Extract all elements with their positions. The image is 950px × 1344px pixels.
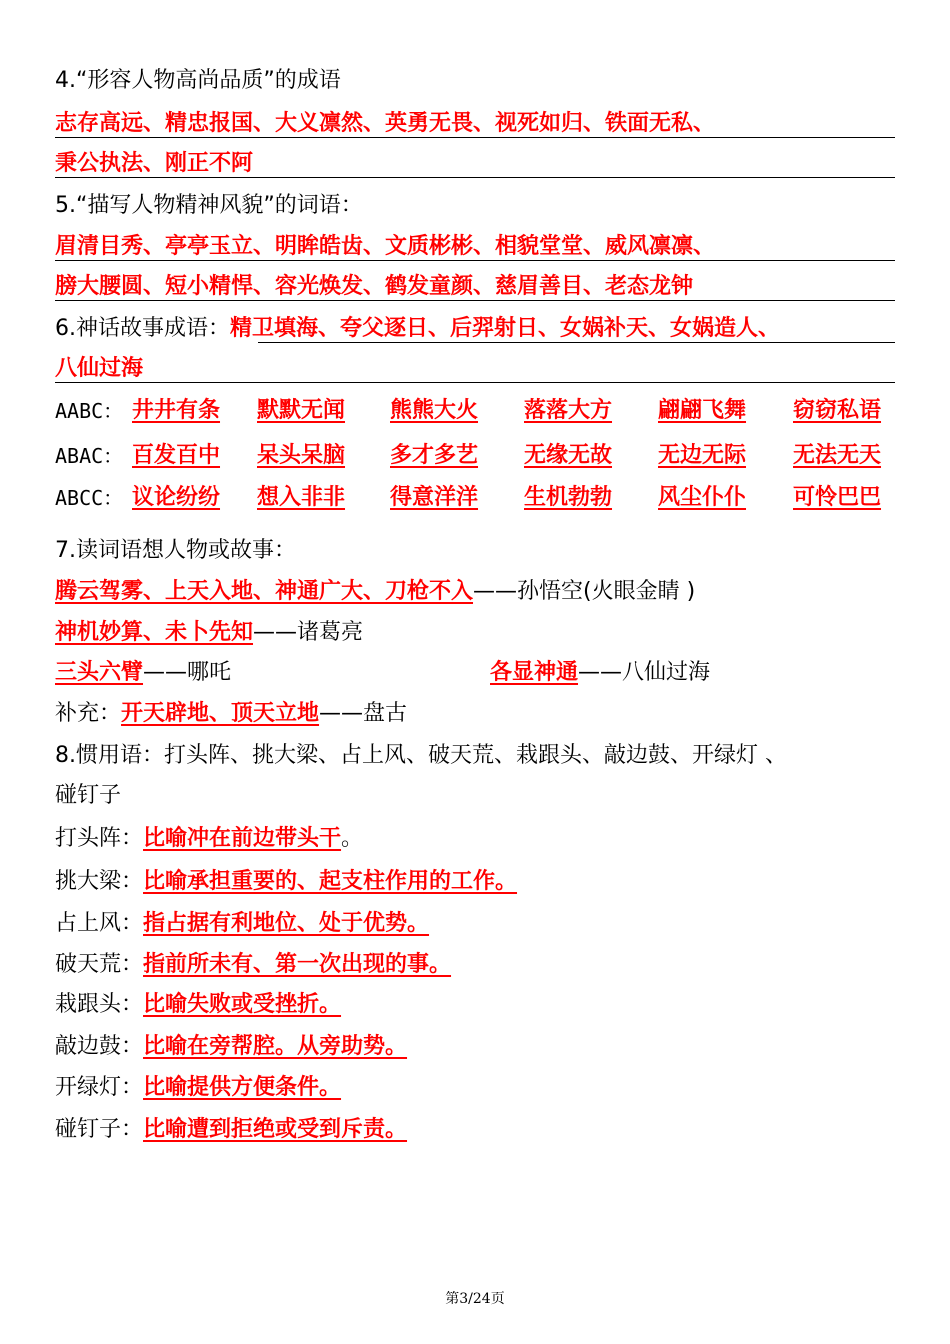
pattern-word: 议论纷纷 — [132, 485, 221, 510]
section-7-row-3a — [55, 657, 231, 689]
section-4-heading: 4.“形容人物高尚品质”的成语 — [55, 68, 341, 93]
idiom-meaning: 指前所未有、第一次出现的事。 — [143, 952, 452, 977]
idiom-meaning: 比喻在旁帮腔。从旁助势。 — [143, 1034, 408, 1059]
idiom-item — [55, 989, 341, 1021]
pattern-word: 可怜巴巴 — [793, 485, 882, 510]
pattern-word: 百发百中 — [132, 443, 221, 468]
idiom-item — [55, 1114, 407, 1146]
idiom-item — [55, 949, 451, 981]
story-words: 腾云驾雾、上天入地、神通广大、刀枪不入 — [55, 579, 474, 604]
section-5-underline-1 — [55, 260, 895, 261]
idiom-meaning: 比喻冲在前边带头干 — [143, 826, 342, 851]
section-6-line-2: 八仙过海 — [55, 356, 144, 381]
section-4-underline-1 — [55, 137, 895, 138]
pattern-word: 井井有条 — [132, 398, 221, 423]
pattern-word: 风尘仆仆 — [658, 485, 747, 510]
idiom-meaning: 比喻承担重要的、起支柱作用的工作。 — [143, 869, 518, 894]
idiom-term: 栽跟头： — [55, 992, 144, 1017]
section-7-row-2 — [55, 617, 363, 649]
section-4-line-1: 志存高远、精忠报国、大义凛然、英勇无畏、视死如归、铁面无私、 — [55, 111, 716, 136]
story-person: ——孙悟空(火眼金睛 ) — [473, 579, 696, 604]
section-5-line-2: 膀大腰圆、短小精悍、容光焕发、鹤发童颜、慈眉善目、老态龙钟 — [55, 274, 694, 299]
section-7-row-1 — [55, 576, 695, 608]
section-6-line-1: 精卫填海、夸父逐日、后羿射日、女娲补天、女娲造人、 — [230, 316, 781, 341]
section-6-heading-row — [55, 313, 780, 345]
pattern-word: 熊熊大火 — [390, 398, 479, 423]
idiom-term: 破天荒： — [55, 952, 144, 977]
pattern-word: 想入非非 — [257, 485, 346, 510]
story-person: ——八仙过海 — [578, 660, 711, 685]
section-7-row-4 — [55, 698, 407, 730]
section-6-underline-2 — [55, 382, 895, 383]
supplement-label: 补充： — [55, 701, 122, 726]
idiom-term: 敲边鼓： — [55, 1034, 144, 1059]
idiom-item — [55, 866, 517, 898]
pattern-word: 落落大方 — [524, 398, 613, 423]
idiom-term: 碰钉子： — [55, 1117, 144, 1142]
pattern-label: AABC： — [55, 399, 124, 423]
idiom-meaning: 比喻提供方便条件。 — [143, 1075, 342, 1100]
idiom-tail: 。 — [341, 826, 364, 851]
story-words: 三头六臂 — [55, 660, 144, 685]
story-words: 各显神通 — [490, 660, 579, 685]
pattern-word: 生机勃勃 — [524, 485, 613, 510]
section-6-heading: 6.神话故事成语： — [55, 316, 230, 341]
pattern-word: 无边无际 — [658, 443, 747, 468]
section-8-heading-cont: 碰钉子 — [55, 783, 122, 808]
idiom-meaning: 指占据有利地位、处于优势。 — [143, 911, 430, 936]
pattern-word: 呆头呆脑 — [257, 443, 346, 468]
pattern-word: 多才多艺 — [390, 443, 479, 468]
pattern-word: 无缘无故 — [524, 443, 613, 468]
pattern-word: 无法无天 — [793, 443, 882, 468]
section-4-line-2: 秉公执法、刚正不阿 — [55, 151, 254, 176]
idiom-meaning: 比喻遭到拒绝或受到斥责。 — [143, 1117, 408, 1142]
section-6-underline-1 — [258, 342, 895, 343]
story-person: ——诸葛亮 — [253, 620, 364, 645]
story-person: ——盘古 — [319, 701, 408, 726]
idiom-meaning: 比喻失败或受挫折。 — [143, 992, 342, 1017]
idiom-item — [55, 823, 363, 855]
story-person: ——哪吒 — [143, 660, 232, 685]
section-5-underline-2 — [55, 300, 895, 301]
idiom-item — [55, 908, 429, 940]
section-4-underline-2 — [55, 177, 895, 178]
section-7-heading: 7.读词语想人物或故事： — [55, 538, 296, 563]
idiom-term: 开绿灯： — [55, 1075, 144, 1100]
page-number: 第3/24页 — [445, 1291, 505, 1307]
pattern-label: ABCC： — [55, 486, 124, 510]
section-5-heading: 5.“描写人物精神风貌”的词语： — [55, 193, 363, 218]
section-5-line-1: 眉清目秀、亭亭玉立、明眸皓齿、文质彬彬、相貌堂堂、威风凛凛、 — [55, 234, 716, 259]
idiom-term: 挑大梁： — [55, 869, 144, 894]
idiom-term: 占上风： — [55, 911, 144, 936]
pattern-label: ABAC： — [55, 444, 124, 468]
pattern-word: 得意洋洋 — [390, 485, 479, 510]
idiom-term: 打头阵： — [55, 826, 144, 851]
pattern-word: 翩翩飞舞 — [658, 398, 747, 423]
story-words: 神机妙算、未卜先知 — [55, 620, 254, 645]
idiom-item — [55, 1072, 341, 1104]
story-words: 开天辟地、顶天立地 — [121, 701, 320, 726]
pattern-word: 默默无闻 — [257, 398, 346, 423]
section-8-heading: 8.惯用语：打头阵、挑大梁、占上风、破天荒、栽跟头、敲边鼓、开绿灯 、 — [55, 743, 787, 768]
pattern-word: 窃窃私语 — [793, 398, 882, 423]
section-7-row-3b — [490, 657, 710, 689]
idiom-item — [55, 1031, 407, 1063]
